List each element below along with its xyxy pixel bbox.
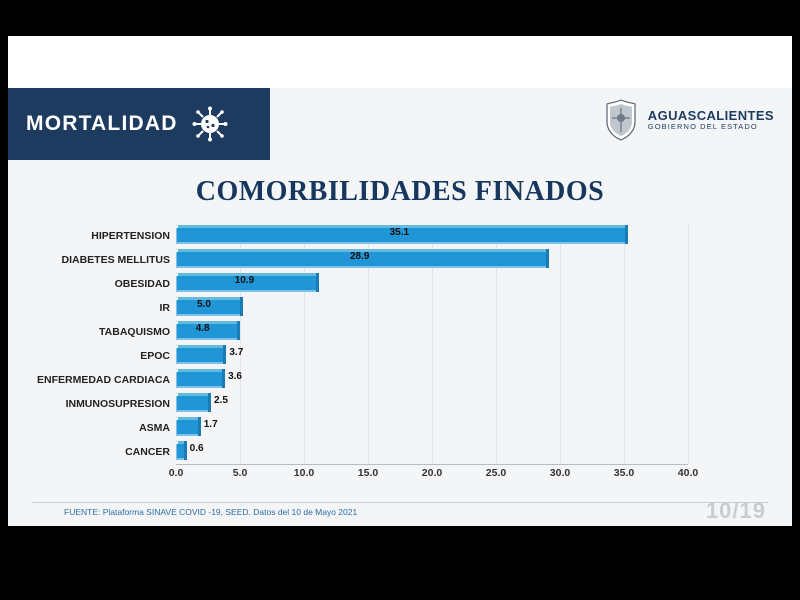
bar: [176, 372, 222, 388]
state-logo: [602, 98, 774, 142]
bar-value-label: 2.5: [214, 395, 228, 406]
bar-value-label: 28.9: [349, 251, 370, 262]
y-axis-label: OBESIDAD: [114, 278, 170, 290]
y-axis-label: ASMA: [139, 422, 170, 434]
bar-value-label: 4.8: [195, 323, 210, 334]
bar-row: [176, 228, 688, 244]
page-number: 10/19: [705, 498, 766, 523]
x-axis-tick: 5.0: [232, 467, 248, 479]
state-logo-line2: GOBIERNO DEL ESTADO: [647, 121, 758, 131]
bar-side-face: [222, 369, 225, 388]
bar: [176, 420, 198, 436]
y-axis-label: INMUNOSUPRESION: [65, 398, 170, 410]
bar-row: [176, 348, 688, 364]
x-axis-tick: 30.0: [549, 467, 571, 479]
y-axis-label: EPOC: [140, 350, 170, 362]
bar-top-face: [178, 345, 225, 348]
x-axis-tick: 20.0: [421, 467, 443, 479]
x-axis-tick: 10.0: [293, 467, 315, 479]
virus-icon: [192, 106, 228, 142]
gridline: [688, 224, 689, 464]
y-axis-label: HIPERTENSION: [91, 230, 170, 242]
x-axis-tick: 0.0: [168, 467, 184, 479]
bar-row: [176, 444, 688, 460]
slide-canvas: [8, 36, 792, 526]
bar-side-face: [237, 321, 240, 340]
chart-title: COMORBILIDADES FINADOS: [195, 176, 605, 207]
bar: [176, 444, 184, 460]
bar-side-face: [546, 249, 549, 268]
x-axis-line: [176, 464, 688, 465]
bar-row: [176, 324, 688, 340]
bar-value-label: 35.1: [389, 227, 410, 238]
bar-value-label: 3.6: [228, 371, 242, 382]
x-axis-tick: 25.0: [485, 467, 507, 479]
bar: [176, 348, 223, 364]
state-logo-text: [648, 109, 774, 131]
bar-value-label: 0.6: [189, 443, 204, 454]
x-axis-tick: 40.0: [677, 467, 699, 479]
x-axis-tick: 35.0: [613, 467, 635, 479]
header-title: MORTALIDAD: [26, 112, 178, 135]
bar-side-face: [240, 297, 243, 316]
bar-top-face: [178, 369, 224, 372]
bar-side-face: [198, 417, 201, 436]
state-logo-line1: AGUASCALIENTES: [647, 108, 774, 124]
footer-divider: [32, 502, 768, 503]
y-axis-label: TABAQUISMO: [99, 326, 170, 338]
bar-top-face: [178, 393, 210, 396]
bar: [176, 396, 208, 412]
bar-value-label: 10.9: [234, 275, 255, 286]
bars-container: [176, 224, 688, 464]
bar-value-label: 3.7: [229, 347, 244, 358]
header-top-strip: [8, 36, 792, 88]
state-crest-icon: [602, 98, 640, 142]
bar-side-face: [208, 393, 211, 412]
bar-row: [176, 300, 688, 316]
header-band: [8, 88, 270, 160]
bar-value-label: 1.7: [203, 419, 218, 430]
bar-value-label: 5.0: [197, 299, 211, 310]
y-axis-label: IR: [159, 302, 170, 314]
bar-row: [176, 252, 688, 268]
bar-side-face: [223, 345, 226, 364]
y-axis-label: ENFERMEDAD CARDIACA: [37, 374, 170, 386]
y-axis-category-labels: [8, 224, 174, 464]
bar-top-face: [178, 417, 200, 420]
bar-row: [176, 420, 688, 436]
bar-row: [176, 276, 688, 292]
bar-side-face: [184, 441, 187, 460]
bar-side-face: [316, 273, 319, 292]
bar-row: [176, 372, 688, 388]
bar-row: [176, 396, 688, 412]
x-axis-tick-labels: [168, 467, 699, 483]
bar-side-face: [625, 225, 628, 244]
y-axis-label: CANCER: [125, 446, 170, 458]
chart-plot-area: [8, 224, 792, 494]
y-axis-label: DIABETES MELLITUS: [61, 254, 170, 266]
source-note: FUENTE: Plataforma SINAVE COVID -19, SEED. Datos del 10 de Mayo 2021: [64, 507, 358, 517]
x-axis-tick: 15.0: [357, 467, 379, 479]
